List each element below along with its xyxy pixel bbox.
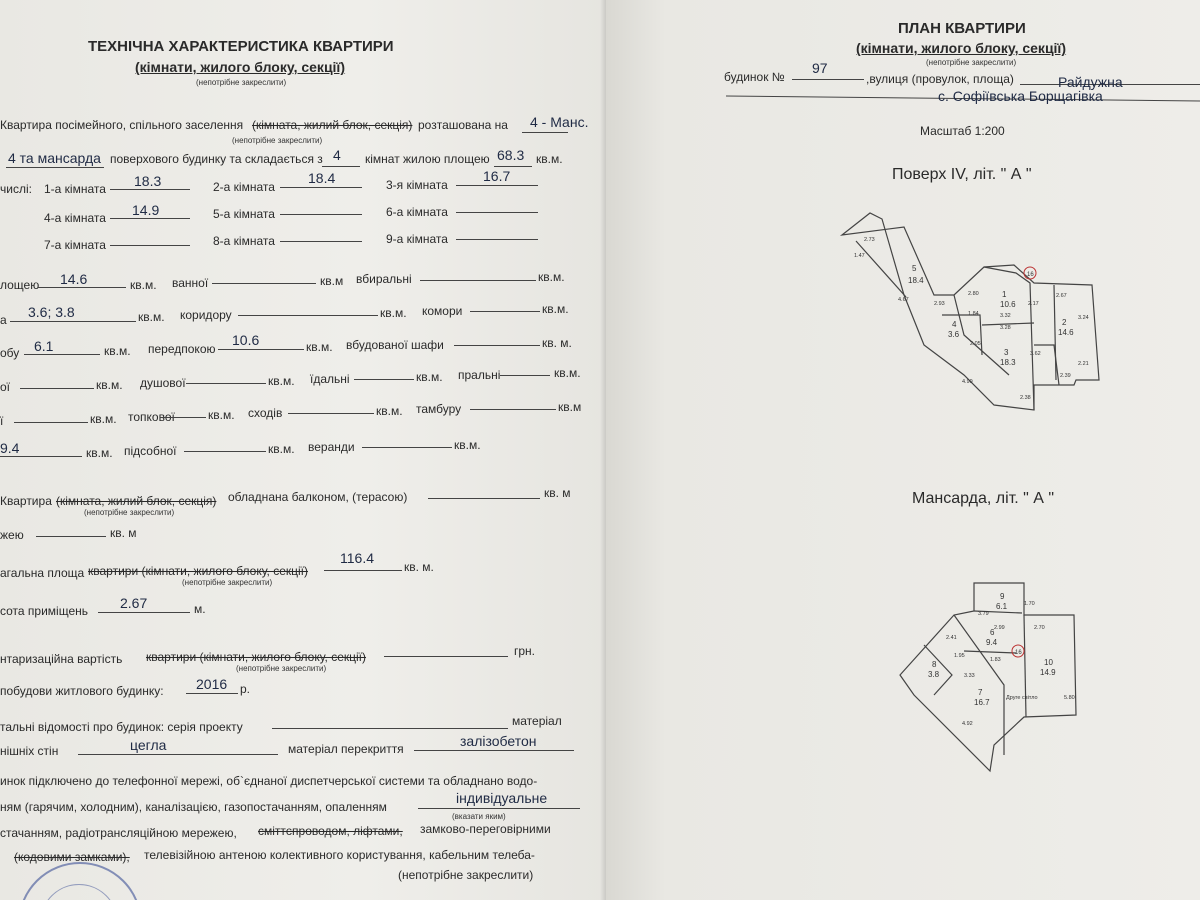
- room1-value: 18.3: [134, 173, 162, 189]
- inventory-note: (непотрібне закреслити): [236, 664, 327, 673]
- balcony-unit: кв. м: [544, 486, 571, 500]
- utility-value: 9.4: [0, 440, 20, 456]
- inventory-struck: квартири (кімнати, жилого блоку, секції): [146, 650, 367, 664]
- rooms-count: 4: [333, 147, 341, 163]
- row1-label: Квартира посімейного, спільного заселення: [0, 118, 244, 132]
- heating-value: індивідуальне: [456, 790, 548, 806]
- building-label: будинок №: [724, 70, 785, 84]
- room9-label: 9-а кімната: [386, 232, 448, 246]
- room9-area: 6.1: [996, 602, 1008, 611]
- shower-unit: кв.м.: [268, 374, 295, 388]
- row1-struck: (кімната, жилий блок, секція): [252, 118, 413, 132]
- auxiliary-unit: кв.м.: [268, 442, 295, 456]
- scale-label: Масштаб 1:200: [920, 124, 1005, 138]
- attic-marker: 16: [1015, 650, 1022, 656]
- room6-number: 6: [990, 628, 995, 637]
- total-unit: кв. м.: [404, 560, 434, 574]
- heating-note: (вказати яким): [452, 812, 506, 821]
- dim-1-70: 1.70: [1024, 601, 1035, 607]
- overlap-label: матеріал перекриття: [288, 742, 404, 756]
- boiler-label: топкової: [128, 410, 175, 424]
- plan-title: ПЛАН КВАРТИРИ: [898, 20, 1026, 37]
- anteroom-value: 10.6: [232, 332, 260, 348]
- total-note: (непотрібне закреслити): [182, 578, 273, 587]
- row1-note: (непотрібне закреслити): [232, 136, 323, 145]
- connections-line1: инок підключено до телефонної мережі, об`єднаної диспетчерської системи та обладнано водо-: [0, 774, 538, 788]
- dining-label: їдальні: [310, 372, 350, 386]
- room1-number: 1: [1002, 290, 1007, 299]
- height-unit: м.: [194, 602, 206, 616]
- general-label: тальні відомості про будинок: серія проекту: [0, 720, 243, 734]
- balcony-label: Квартира: [0, 494, 52, 508]
- balcony-row2: жею: [0, 528, 24, 542]
- room3-label: 3-я кімната: [386, 178, 448, 192]
- inventory-label: нтаризаційна вартість: [0, 652, 123, 666]
- connections-line3-struck: сміттєпроводом, ліфтами,: [258, 824, 403, 838]
- floor-value: 4 - Манс.: [530, 114, 589, 130]
- dim-2-41: 2.41: [946, 635, 957, 641]
- balcony-struck: (кімната, жилий блок, секція): [56, 494, 217, 508]
- shower-label: душової: [140, 376, 186, 390]
- room10-number: 10: [1044, 658, 1053, 667]
- dim-2-05: 2.05: [970, 341, 981, 347]
- dim-2-21: 2.21: [1078, 361, 1089, 367]
- dim-3-33: 3.33: [964, 673, 975, 679]
- doc-title: ТЕХНІЧНА ХАРАКТЕРИСТИКА КВАРТИРИ: [88, 38, 394, 55]
- room7-area: 16.7: [974, 698, 990, 707]
- built-label: побудови житлового будинку:: [0, 684, 164, 698]
- room8-number: 8: [932, 660, 937, 669]
- balcony-note: (непотрібне закреслити): [84, 508, 175, 517]
- wc-unit: кв.м.: [138, 310, 165, 324]
- closet-label: вбудованої шафи: [346, 338, 444, 352]
- room1-area: 10.6: [1000, 300, 1016, 309]
- room3-area: 18.3: [1000, 358, 1016, 367]
- second-light-label: Друге світло: [1006, 695, 1038, 701]
- room6-label: 6-а кімната: [386, 205, 448, 219]
- room7-number: 7: [978, 688, 983, 697]
- laundry-label: пральні: [458, 368, 501, 382]
- height-value: 2.67: [120, 595, 148, 611]
- vestibule-label: тамбуру: [416, 402, 462, 416]
- street-value: Райдужна: [1058, 74, 1123, 90]
- room8-area: 3.8: [928, 670, 940, 679]
- walls-value: цегла: [130, 737, 167, 753]
- connections-line3-end: замково-переговірними: [420, 822, 551, 836]
- room2-area: 14.6: [1058, 328, 1074, 337]
- connections-line3: стачанням, радіотрансляційною мережею,: [0, 826, 237, 840]
- connections-line4-struck: (кодовими замками),: [14, 850, 130, 864]
- row2-living: кімнат жилою площею: [365, 152, 490, 166]
- hall-label: обу: [0, 346, 20, 360]
- dim-1-84: 1.84: [968, 311, 979, 317]
- row-i-label: ї: [0, 414, 4, 428]
- dim-2-17: 2.17: [1028, 301, 1039, 307]
- dim-2-38: 2.38: [1020, 395, 1031, 401]
- connections-note: (непотрібне закреслити): [398, 868, 534, 882]
- storage-unit: кв.м.: [542, 302, 569, 316]
- height-label: сота приміщень: [0, 604, 88, 618]
- dim-4-92: 4.92: [962, 721, 973, 727]
- floor4-plan: [834, 205, 1114, 435]
- room1-label: 1-а кімната: [44, 182, 106, 196]
- right-page: [606, 0, 1200, 900]
- room4-number: 4: [952, 320, 957, 329]
- bath-label: ванної: [172, 276, 209, 290]
- dim-1-47: 1.47: [854, 253, 865, 259]
- utility-unit: кв.м.: [86, 446, 113, 460]
- toilet-unit: кв.м.: [538, 270, 565, 284]
- village-value: с. Софіївська Борщагівка: [938, 88, 1103, 104]
- laundry-unit: кв.м.: [554, 366, 581, 380]
- building-number: 97: [812, 60, 828, 76]
- stairs-label: сходів: [248, 406, 283, 420]
- balcony-row2-unit: кв. м: [110, 526, 137, 540]
- total-label: агальна площа: [0, 566, 85, 580]
- dim-4-99: 4.99: [962, 379, 973, 385]
- connections-line2: ням (гарячим, холодним), каналізацією, газопостачанням, опаленням: [0, 800, 387, 814]
- walls-label: нішніх стін: [0, 744, 59, 758]
- balcony-text: обладнана балконом, (терасою): [228, 490, 408, 504]
- floor4-title: Поверх IV, літ. " А ": [892, 166, 1032, 183]
- total-struck: квартири (кімнати, жилого блоку, секції): [88, 564, 309, 578]
- material-label: матеріал: [512, 714, 562, 728]
- dim-2-93: 2.93: [934, 301, 945, 307]
- room10-area: 14.9: [1040, 668, 1056, 677]
- room9-number: 9: [1000, 592, 1005, 601]
- room4-value: 14.9: [132, 202, 160, 218]
- kitchen-unit: кв.м.: [130, 278, 157, 292]
- room4-area: 3.6: [948, 330, 960, 339]
- row-oi-unit: кв.м.: [96, 378, 123, 392]
- doc-subtitle: (кімнати, жилого блоку, секції): [135, 59, 346, 75]
- kitchen-label: лощею: [0, 278, 40, 292]
- anteroom-unit: кв.м.: [306, 340, 333, 354]
- dim-1-95: 1.95: [954, 653, 965, 659]
- plan-note: (непотрібне закреслити): [926, 58, 1017, 67]
- room2-value: 18.4: [308, 170, 336, 186]
- dim-3-28: 3.28: [1000, 325, 1011, 331]
- anteroom-label: передпокою: [148, 342, 216, 356]
- row2-label: поверхового будинку та складається з: [110, 152, 323, 166]
- floor4-marker: 16: [1027, 272, 1034, 278]
- dim-3-32: 3.32: [1000, 313, 1011, 319]
- dim-2-70: 2.70: [1034, 625, 1045, 631]
- corridor-label: коридору: [180, 308, 232, 322]
- dim-2-80: 2.80: [968, 291, 979, 297]
- room8-label: 8-а кімната: [213, 234, 275, 248]
- room2-number: 2: [1062, 318, 1067, 327]
- row1-located: розташована на: [418, 118, 508, 132]
- row-oi-label: ої: [0, 380, 11, 394]
- room6-area: 9.4: [986, 638, 998, 647]
- wc-label: а: [0, 313, 7, 327]
- total-value: 116.4: [340, 550, 374, 566]
- dim-4-67: 4.67: [898, 297, 909, 303]
- wc-value: 3.6; 3.8: [28, 304, 75, 320]
- built-value: 2016: [196, 676, 228, 692]
- closet-unit: кв. м.: [542, 336, 572, 350]
- room7-label: 7-а кімната: [44, 238, 106, 252]
- dim-2-39: 2.39: [1060, 373, 1071, 379]
- veranda-label: веранди: [308, 440, 355, 454]
- hall-value: 6.1: [34, 338, 54, 354]
- stairs-unit: кв.м.: [376, 404, 403, 418]
- room3-value: 16.7: [483, 168, 511, 184]
- dim-2-67: 2.67: [1056, 293, 1067, 299]
- built-unit: р.: [240, 682, 251, 696]
- dim-3-24: 3.24: [1078, 315, 1089, 321]
- boiler-unit: кв.м.: [208, 408, 235, 422]
- storeys-value: 4 та мансарда: [8, 150, 101, 166]
- room4-label: 4-а кімната: [44, 211, 106, 225]
- dim-2-73: 2.73: [864, 237, 875, 243]
- dim-2-99: 2.99: [994, 625, 1005, 631]
- dim-3-62: 3.62: [1030, 351, 1041, 357]
- dining-unit: кв.м.: [416, 370, 443, 384]
- room3-number: 3: [1004, 348, 1009, 357]
- hall-unit: кв.м.: [104, 344, 131, 358]
- subtitle-note: (непотрібне закреслити): [196, 78, 287, 87]
- toilet-label: вбиральні: [356, 272, 412, 286]
- room2-label: 2-а кімната: [213, 180, 275, 194]
- attic-plan: [894, 575, 1094, 775]
- row-i-unit: кв.м.: [90, 412, 117, 426]
- street-label: ,вулиця (провулок, площа): [866, 72, 1014, 86]
- plan-subtitle: (кімнати, жилого блоку, секції): [856, 40, 1067, 56]
- bath-unit: кв.м: [320, 274, 344, 288]
- room5-number: 5: [912, 264, 917, 273]
- dim-1-83: 1.83: [990, 657, 1001, 663]
- dim-5-80: 5.80: [1064, 695, 1075, 701]
- inventory-unit: грн.: [514, 644, 536, 658]
- storage-label: комори: [422, 304, 463, 318]
- veranda-unit: кв.м.: [454, 438, 481, 452]
- living-area-value: 68.3: [497, 147, 525, 163]
- in-number-label: числі:: [0, 182, 32, 196]
- dim-3-79: 3.79: [978, 611, 989, 617]
- auxiliary-label: підсобної: [124, 444, 177, 458]
- row2-unit: кв.м.: [536, 152, 563, 166]
- connections-line4: телевізійною антеною колективного користування, кабельним телеба-: [144, 848, 535, 862]
- attic-title: Мансарда, літ. " А ": [912, 490, 1055, 507]
- kitchen-value: 14.6: [60, 271, 88, 287]
- corridor-unit: кв.м.: [380, 306, 407, 320]
- overlap-value: залізобетон: [460, 733, 537, 749]
- room5-area: 18.4: [908, 276, 924, 285]
- room5-label: 5-а кімната: [213, 207, 275, 221]
- vestibule-unit: кв.м: [558, 400, 582, 414]
